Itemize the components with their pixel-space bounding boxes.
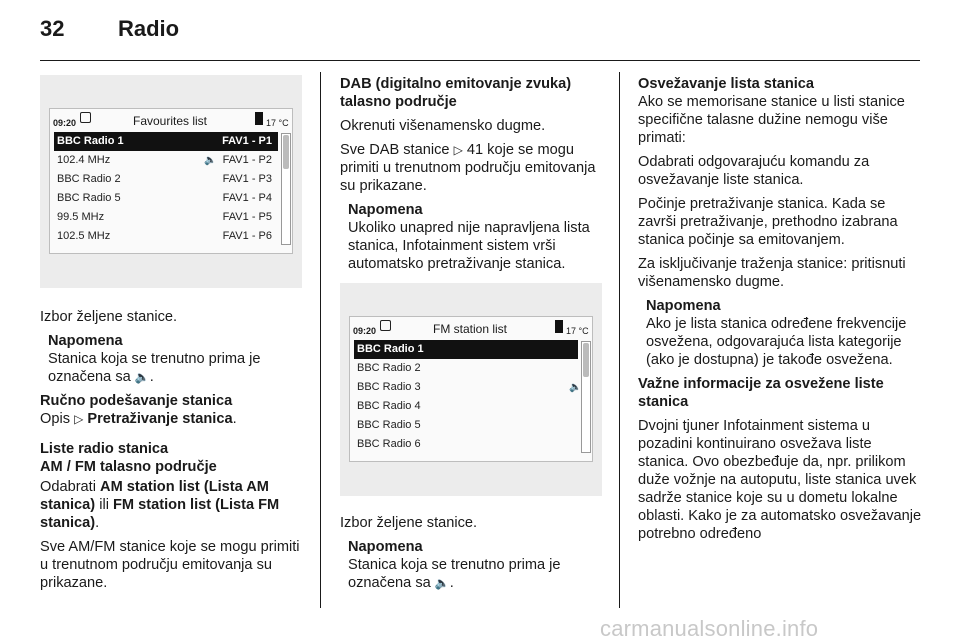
text-part: 41 koje se mogu primiti u trenutnom području emitovanja su prikazane. [340, 142, 596, 194]
list-scrollbar[interactable] [581, 341, 591, 453]
list-item[interactable] [54, 132, 278, 151]
station-preset: FAV1 - P3 [222, 173, 272, 185]
list-item[interactable] [354, 359, 578, 378]
cross-reference-link[interactable]: Pretraživanje stanica [87, 411, 233, 427]
text-part: Sve DAB stanice [340, 142, 450, 158]
favourites-list [54, 132, 278, 246]
station-name: 102.4 MHz [57, 154, 111, 166]
note [348, 538, 605, 592]
station-preset: FAV1 - P6 [222, 230, 272, 242]
paragraph: Izbor željene stanice. [340, 515, 478, 531]
scrollbar-thumb[interactable] [583, 343, 589, 377]
note-text: Ukoliko unapred nije napravljena lista stanica, Infotainment sistem vrši automatsko pretraživanje stanica. [348, 220, 590, 272]
screen-status-bar [350, 317, 592, 339]
note-text-part: Stanica koja se trenutno prima je označena sa [348, 557, 561, 591]
paragraph: Dvojni tjuner Infotainment sistema u pozadini kontinuirano osvežava liste stanica. Ovo obezbeđuje da, npr. prilikom duže vožnje na autoputu, liste stanica uvek sadrže stanice koje su u dometu lokalne oblasti. Kako je za automatsko osvežavanje potrebno određeno [638, 418, 922, 542]
list-item[interactable] [354, 397, 578, 416]
list-item[interactable] [354, 340, 578, 359]
list-item[interactable] [354, 435, 578, 454]
paragraph: Počinje pretraživanje stanica. Kada se završi pretraživanje, prethodno izabrana stanica počinje sa emitovanjem. [638, 196, 898, 248]
fm-station-list-figure [340, 283, 602, 496]
note-text-part: . [449, 575, 454, 591]
station-name: BBC Radio 4 [357, 400, 421, 412]
station-name: 102.5 MHz [57, 230, 111, 242]
section-heading: Važne informacije za osvežene liste stanica [638, 376, 884, 410]
clock-icon [380, 320, 391, 331]
column-divider-1 [320, 72, 321, 608]
reference-arrow-icon: ▷ [74, 412, 84, 426]
clock-icon [80, 112, 91, 123]
note-title: Napomena [348, 202, 423, 218]
page-number: 32 [40, 16, 65, 41]
column-3 [638, 75, 923, 549]
text-part: . [232, 411, 237, 427]
station-preset: FAV1 - P5 [222, 211, 272, 223]
screen-time: 09:20 [53, 118, 77, 128]
note [646, 297, 923, 369]
phone-icon [255, 112, 263, 125]
section-heading: Osvežavanje lista stanica [638, 76, 815, 92]
note-text-part: Stanica koja se trenutno prima je označena sa [48, 351, 261, 385]
subsection-heading: AM / FM talasno područje [40, 459, 217, 475]
screen-title: Favourites list [132, 114, 208, 128]
text-part: Opis [40, 411, 71, 427]
station-name: BBC Radio 6 [357, 438, 421, 450]
note-text [348, 556, 605, 592]
list-item[interactable] [354, 378, 582, 397]
header-rule [40, 60, 920, 61]
paragraph: Za isključivanje traženja stanice: pritisnuti višenamensko dugme. [638, 256, 906, 290]
section-heading: DAB (digitalno emitovanje zvuka) talasno područje [340, 76, 572, 110]
note-title: Napomena [48, 333, 123, 349]
screen-temperature: 17 °C [266, 118, 289, 128]
list-item[interactable] [54, 208, 278, 227]
note-text: Ako je lista stanica određene frekvencije osvežena, odgovarajuća lista kategorije (ako je dostupna) je takođe osvežena. [646, 316, 907, 368]
column-2 [340, 75, 605, 598]
station-preset: FAV1 - P1 [222, 135, 272, 147]
screen-title: FM station list [432, 322, 507, 336]
section-heading: Ručno podešavanje stanica [40, 393, 233, 409]
screen-time: 09:20 [353, 326, 377, 336]
list-item[interactable] [54, 170, 278, 189]
text-part: Odabrati [40, 479, 96, 495]
speaker-icon: 🔈 [134, 370, 150, 384]
note [348, 201, 605, 273]
section-title: Radio [118, 16, 180, 41]
station-name: BBC Radio 2 [357, 362, 421, 374]
note-text-part: . [149, 369, 154, 385]
paragraph [340, 141, 605, 195]
station-name: 99.5 MHz [57, 211, 105, 223]
text-part: . [95, 515, 100, 531]
station-name: BBC Radio 2 [57, 173, 121, 185]
screen-temperature: 17 °C [566, 326, 589, 336]
paragraph: Izbor željene stanice. [40, 309, 178, 325]
phone-icon [555, 320, 563, 333]
watermark: carmanualsonline.info [600, 616, 819, 641]
favourites-screen [49, 108, 293, 254]
text-part: ili [99, 497, 109, 513]
paragraph: Sve AM/FM stanice koje se mogu primiti u trenutnom području emitovanja su prikazane. [40, 539, 300, 591]
note-title: Napomena [348, 539, 423, 555]
paragraph [40, 410, 305, 428]
fm-station-list [354, 340, 582, 454]
note-text [48, 350, 305, 386]
screen-status-bar [50, 109, 292, 131]
station-name: BBC Radio 5 [57, 192, 121, 204]
list-item[interactable] [354, 416, 578, 435]
scrollbar-thumb[interactable] [283, 135, 289, 169]
paragraph: Ako se memorisane stanice u listi stanice specifične talasne dužine nemogu više primati: [638, 94, 905, 146]
paragraph: Odabrati odgovarajuću komandu za osvežavanje liste stanica. [638, 154, 870, 188]
menu-label: AM station list (Lista AM stanica) [40, 479, 269, 513]
favourites-list-figure [40, 75, 302, 288]
station-name: BBC Radio 3 [357, 381, 421, 393]
list-item[interactable] [54, 151, 278, 170]
list-item[interactable] [54, 227, 278, 246]
station-name: BBC Radio 1 [357, 343, 424, 355]
station-name: BBC Radio 1 [57, 135, 124, 147]
fm-station-screen [349, 316, 593, 462]
section-heading: Liste radio stanica [40, 441, 169, 457]
page-header [40, 16, 920, 48]
column-divider-2 [619, 72, 620, 608]
list-scrollbar[interactable] [281, 133, 291, 245]
station-preset: FAV1 - P4 [222, 192, 272, 204]
speaker-icon: 🔈 [434, 576, 450, 590]
column-1 [40, 75, 305, 598]
station-preset: FAV1 - P2 [222, 154, 272, 166]
paragraph: Okrenuti višenamensko dugme. [340, 118, 546, 134]
station-name: BBC Radio 5 [357, 419, 421, 431]
note [48, 332, 305, 386]
menu-label: FM station list (Lista FM stanica) [40, 497, 280, 531]
list-item[interactable] [54, 189, 278, 208]
paragraph [40, 478, 305, 532]
speaker-icon: 🔈 [569, 382, 582, 393]
speaker-icon: 🔈 [204, 155, 217, 166]
reference-arrow-icon: ▷ [453, 143, 463, 157]
note-title: Napomena [646, 298, 721, 314]
